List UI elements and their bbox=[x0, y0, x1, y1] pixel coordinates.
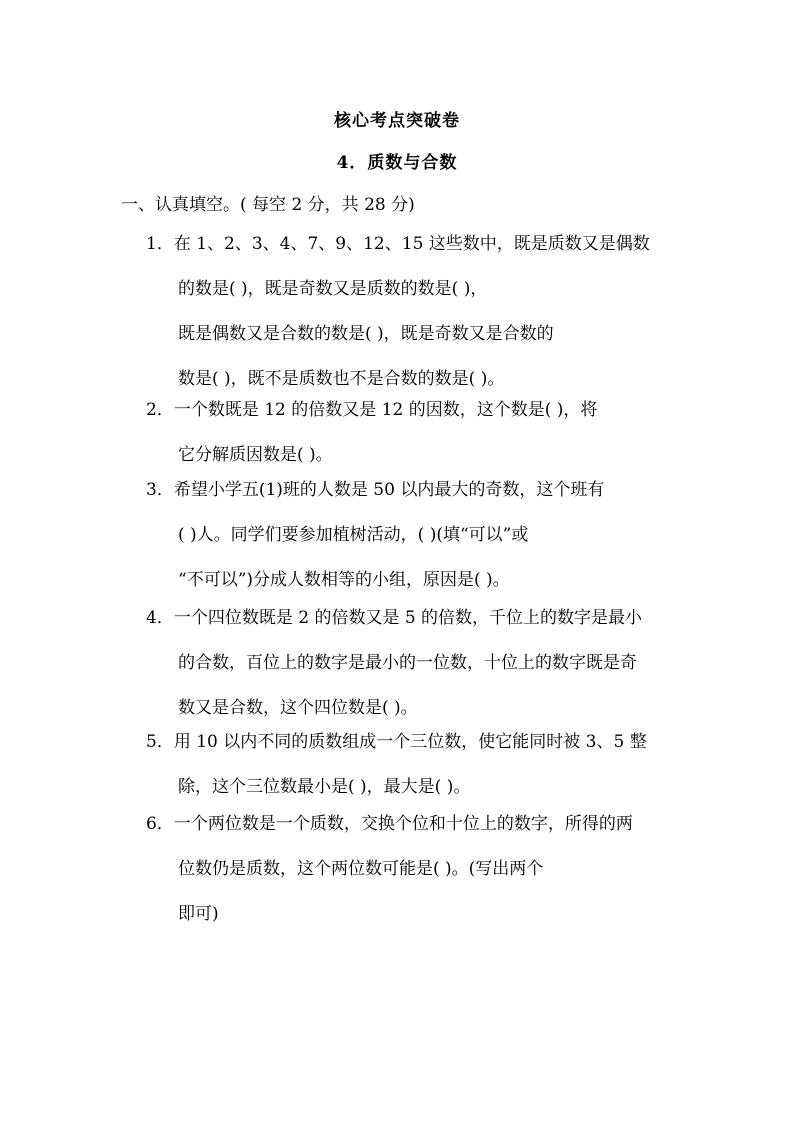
question-line: 位数仍是质数，这个两位数可能是( )。(写出两个 bbox=[178, 859, 544, 879]
question-4 bbox=[146, 596, 686, 731]
question-line: 1．在 1、2、3、4、7、9、12、15 这些数中，既是质数又是偶数 bbox=[146, 234, 650, 254]
question-line: 除，这个三位数最小是( )，最大是( )。 bbox=[178, 777, 471, 797]
question-line: ( )人。同学们要参加植树活动，( )(填“可以”或 bbox=[178, 525, 529, 545]
question-line: 3．希望小学五(1)班的人数是 50 以内最大的奇数，这个班有 bbox=[146, 480, 605, 500]
question-2 bbox=[146, 388, 686, 478]
question-line: 数又是合数，这个四位数是( )。 bbox=[178, 698, 418, 718]
question-line: 6．一个两位数是一个质数，交换个位和十位上的数字，所得的两 bbox=[146, 814, 633, 834]
question-1 bbox=[146, 222, 686, 402]
question-line: 的数是( )，既是奇数又是质数的数是( )， bbox=[178, 279, 488, 299]
question-line: 4．一个四位数既是 2 的倍数又是 5 的倍数，千位上的数字是最小 bbox=[146, 608, 643, 628]
section-heading: 一、认真填空。( 每空 2 分，共 28 分) bbox=[121, 195, 415, 215]
page-subtitle: 4．质数与合数 bbox=[336, 153, 458, 173]
question-line: 即可) bbox=[178, 904, 219, 924]
question-5 bbox=[146, 720, 686, 810]
question-line: 2．一个数既是 12 的倍数又是 12 的因数，这个数是( )，将 bbox=[146, 400, 598, 420]
question-3 bbox=[146, 468, 686, 603]
question-6 bbox=[146, 802, 686, 937]
question-line: 既是偶数又是合数的数是( )，既是奇数又是合数的 bbox=[178, 324, 554, 344]
question-line: “不可以”)分成人数相等的小组，原因是( )。 bbox=[178, 570, 510, 590]
question-line: 数是( )，既不是质数也不是合数的数是( )。 bbox=[178, 369, 505, 389]
question-line: 它分解质因数是( )。 bbox=[178, 445, 333, 465]
page-title: 核心考点突破卷 bbox=[334, 111, 460, 131]
question-line: 的合数，百位上的数字是最小的一位数，十位上的数字既是奇 bbox=[178, 653, 637, 673]
question-line: 5．用 10 以内不同的质数组成一个三位数，使它能同时被 3、5 整 bbox=[146, 732, 647, 752]
